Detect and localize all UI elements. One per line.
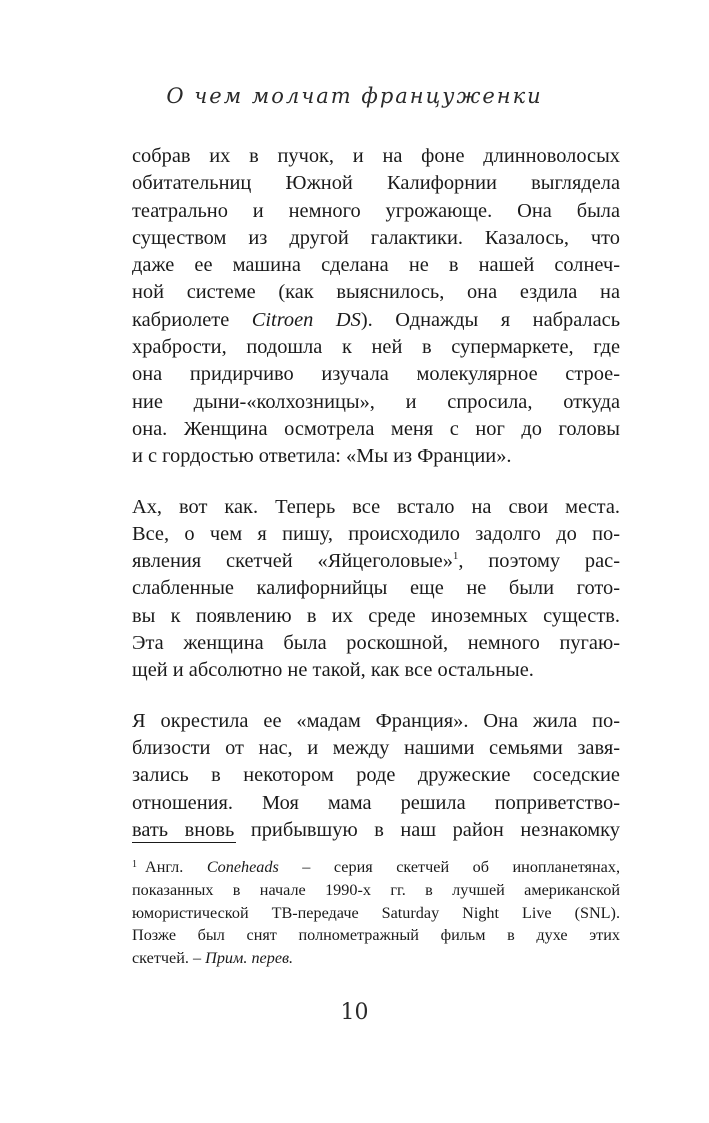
text-line: даже ее машина сделана не в нашей солнеч- <box>132 254 620 277</box>
text-line: храбрости, подошла к ней в супермаркете, где <box>132 336 620 359</box>
footnote-divider <box>132 842 236 843</box>
translator-note-italic: Прим. перев. <box>205 949 294 968</box>
footnote-line <box>132 947 620 970</box>
body-text <box>132 143 620 867</box>
text-run: ). Однажды я набралась <box>360 308 620 331</box>
text-line: и с гордостью ответила: «Мы из Франции». <box>132 445 512 468</box>
text-line: ной системе (как выяснилось, она ездила на <box>132 281 620 304</box>
text-line: слабленные калифорнийцы еще не были гото- <box>132 577 620 600</box>
text-line: зались в некотором роде дружеские соседские <box>132 764 620 787</box>
text-run: скетчей. – <box>132 949 206 968</box>
footnote-line: Позже был снят полнометражный фильм в духе этих <box>132 926 620 945</box>
text-line: собрав их в пучок, и на фоне длинноволосых <box>132 145 620 167</box>
text-run: кабриолете <box>132 308 252 331</box>
page-number: 10 <box>340 1000 369 1025</box>
footnote-line: юмористической ТВ-передаче Saturday Night Live (SNL). <box>132 903 620 922</box>
footnote-reference[interactable]: 1 <box>452 550 459 563</box>
text-line: обитательниц Южной Калифорнии выглядела <box>132 172 620 195</box>
text-line: Эта женщина была роскошной, немного пугаю- <box>132 632 620 655</box>
text-line: ние дыни-«колхозницы», и спросила, откуда <box>132 390 620 413</box>
text-line: она. Женщина осмотрела меня с ног до головы <box>132 417 620 440</box>
running-head: О чем молчат француженки <box>166 84 543 108</box>
footnote-line: показанных в начале 1990-х гг. в лучшей американской <box>132 880 620 899</box>
text-line <box>132 548 620 575</box>
paragraph-3 <box>132 708 620 844</box>
text-line: отношения. Моя мама решила поприветство- <box>132 791 620 814</box>
footnote-line <box>132 856 620 879</box>
text-line <box>132 307 620 334</box>
text-line: Все, о чем я пишу, происходило задолго до по- <box>132 522 620 545</box>
text-line: вы к появлению в их среде иноземных существ. <box>132 604 620 627</box>
paragraph-1 <box>132 143 620 471</box>
footnote-number: 1 <box>132 859 137 870</box>
footnote <box>132 856 620 970</box>
text-run: явления скетчей «Яйцеголовые» <box>132 550 453 573</box>
text-line: она придирчиво изучала молекулярное строе- <box>132 363 620 386</box>
text-line: вать вновь прибывшую в наш район незнакомку <box>132 818 620 841</box>
text-line: близости от нас, и между нашими семьями завя- <box>132 736 620 759</box>
paragraph-2 <box>132 494 620 685</box>
text-line: существом из другой галактики. Казалось, что <box>132 226 620 249</box>
text-run: – серия скетчей об инопланетянах, <box>278 858 620 876</box>
show-title-italic: Coneheads <box>206 858 279 876</box>
text-line: щей и абсолютно не такой, как все остальные. <box>132 659 534 682</box>
car-model-italic: Citroen DS <box>251 308 361 331</box>
text-line: театрально и немного угрожающе. Она была <box>132 199 620 222</box>
text-line: Я окрестила ее «мадам Франция». Она жила по- <box>132 709 620 732</box>
text-run: , поэтому рас- <box>458 550 620 573</box>
text-run: Англ. <box>145 858 207 876</box>
text-line: Ах, вот как. Теперь все встало на свои места. <box>132 495 620 518</box>
